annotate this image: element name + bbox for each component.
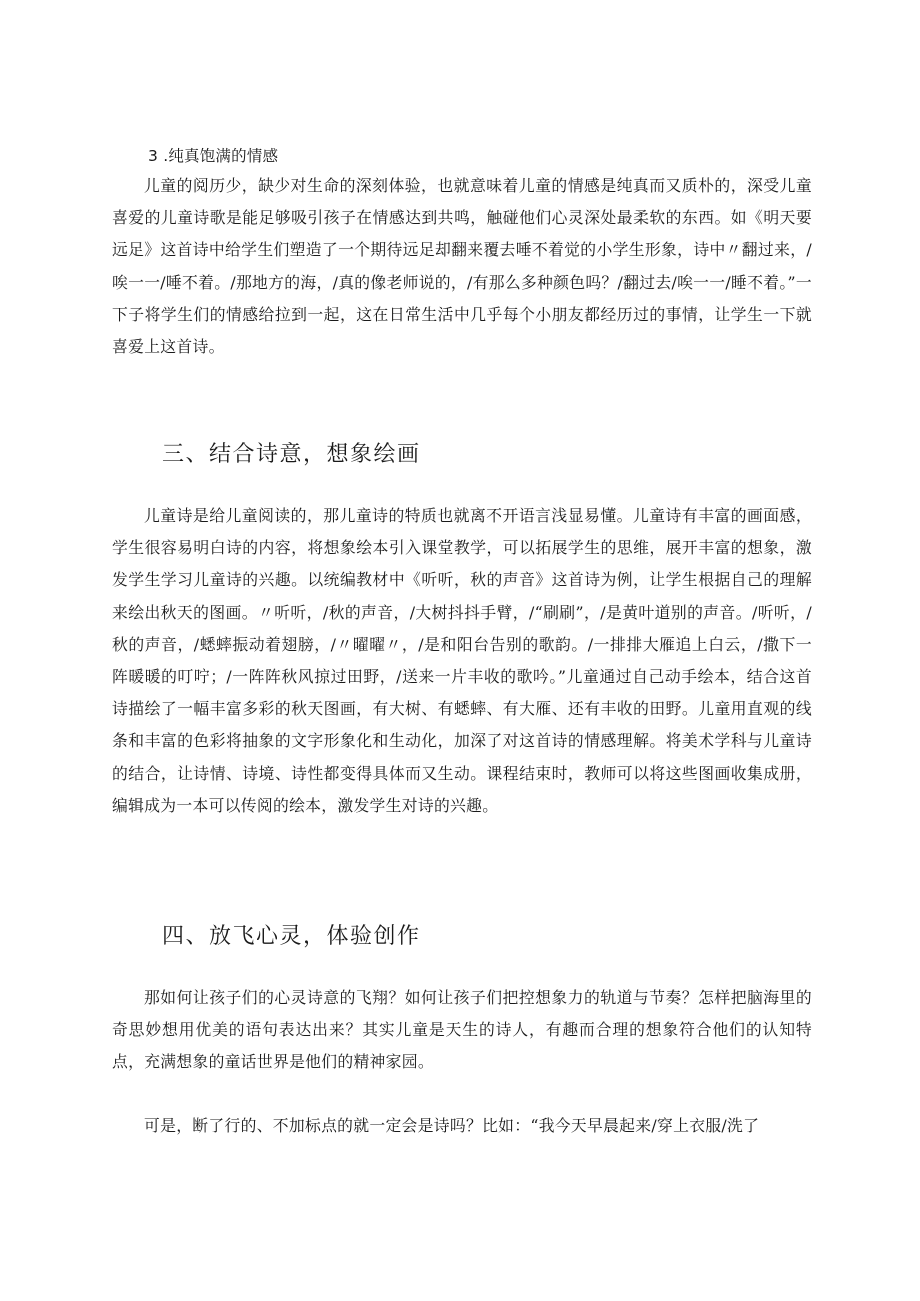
section-heading-poetry-drawing: 三、结合诗意，想象绘画 (162, 442, 421, 467)
section-heading-free-creation: 四、放飞心灵，体验创作 (162, 924, 421, 949)
paragraph-children-emotion: 儿童的阅历少，缺少对生命的深刻体验，也就意味着儿童的情感是纯真而又质朴的，深受儿童喜爱的儿童诗歌是能足够吸引孩子在情感达到共鸣，触碰他们心灵深处最柔软的东西。如《明天要远足》这首诗中给学生们塑造了一个期待远足却翻来覆去唾不着觉的小学生形象，诗中〃翻过来，/唉一一/唾不着。/那地方的海，/真的像老师说的，/有那么多种颜色吗？/翻过去/唉一一/睡不着。”一下子将学生们的情感给拉到一起，这在日常生活中几乎每个小朋友都经历过的事情，让学生一下就喜爱上这首诗。 (112, 176, 812, 357)
paragraph-free-creation: 那如何让孩子们的心灵诗意的飞翔？如何让孩子们把控想象力的轨道与节奏？怎样把脑海里的奇思妙想用优美的语句表达出来？其实儿童是天生的诗人，有趣而合理的想象符合他们的认知特点，充满想象的童话世界是他们的精神家园。 (112, 988, 812, 1072)
subheading-pure-emotion: 3 .纯真饱满的情感 (148, 147, 279, 165)
paragraph-poetry-drawing: 儿童诗是给儿童阅读的，那儿童诗的特质也就离不开语言浅显易懂。儿童诗有丰富的画面感，学生很容易明白诗的内容，将想象绘本引入课堂教学，可以拓展学生的思维，展开丰富的想象，激发学生学习儿童诗的兴趣。以统编教材中《听听，秋的声音》这首诗为例，让学生根据自己的理解来绘出秋天的图画。〃听听，/秋的声音，/大树抖抖手臂，/“刷刷”，/是黄叶道别的声音。/听听，/秋的声音，/蟋蟀振动着翅膀，/〃曜曜〃，/是和阳台告别的歌韵。/一排排大雁追上白云，/撒下一阵暖暖的叮咛；/一阵阵秋风掠过田野，/送来一片丰收的歌吟。”儿童通过自己动手绘本，结合这首诗描绘了一幅丰富多彩的秋天图画，有大树、有蟋蟀、有大雁、还有丰收的田野。儿童用直观的线条和丰富的色彩将抽象的文字形象化和生动化，加深了对这首诗的情感理解。将美术学科与儿童诗的结合，让诗情、诗境、诗性都变得具体而又生动。课程结束时，教师可以将这些图画收集成册，编辑成为一本可以传阅的绘本，激发学生对诗的兴趣。 (112, 506, 812, 815)
paragraph-line-break-question: 可是，断了行的、不加标点的就一定会是诗吗？比如：“我今天早晨起来/穿上衣服/洗了 (144, 1116, 760, 1135)
